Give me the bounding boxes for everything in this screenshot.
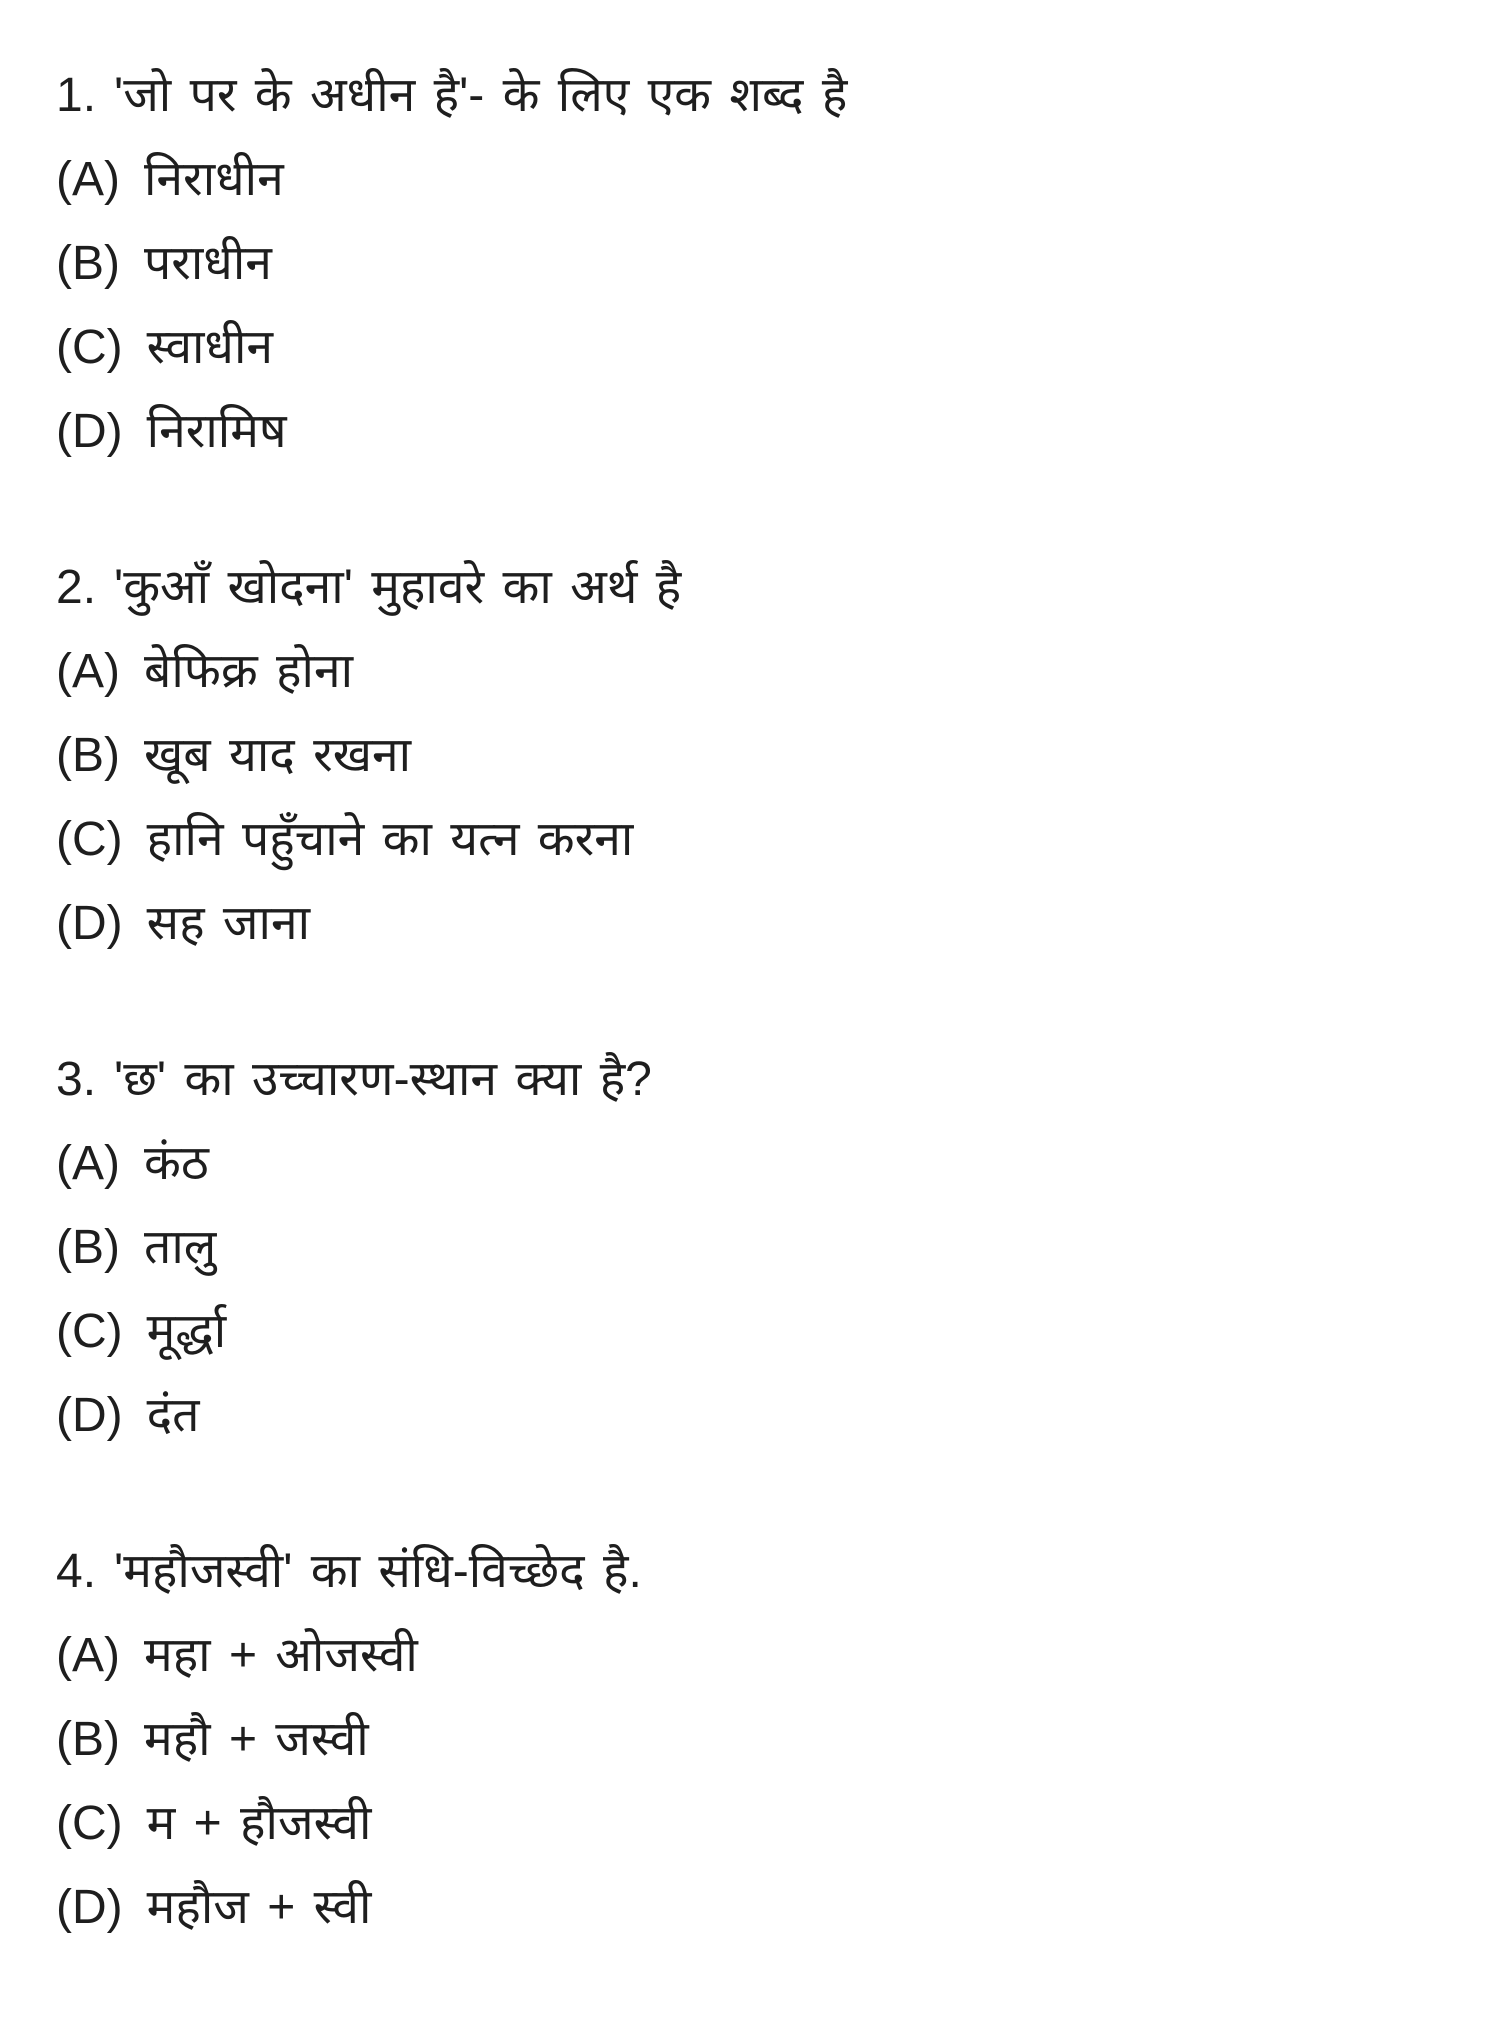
- question-text: 'छ' का उच्चारण-स्थान क्या है?: [114, 1053, 652, 1106]
- option-label: (B): [56, 1221, 120, 1274]
- option-text: हानि पहुँचाने का यत्न करना: [146, 813, 634, 866]
- option-row: [56, 1866, 1465, 1950]
- question-line: [56, 1038, 1465, 1122]
- option-label: (C): [56, 1305, 123, 1358]
- option-text: मूर्द्धा: [146, 1305, 227, 1358]
- option-label: (D): [56, 405, 123, 458]
- option-row: [56, 1614, 1465, 1698]
- question-line: [56, 54, 1465, 138]
- question-text: 'महौजस्वी' का संधि-विच्छेद है.: [114, 1545, 642, 1598]
- option-row: [56, 1290, 1465, 1374]
- option-text: तालु: [143, 1221, 217, 1274]
- option-text: महौ + जस्वी: [143, 1713, 369, 1766]
- question-number: 3.: [56, 1053, 97, 1106]
- option-label: (D): [56, 1881, 123, 1934]
- option-row: [56, 1122, 1465, 1206]
- option-label: (C): [56, 321, 123, 374]
- option-label: (A): [56, 1137, 120, 1190]
- option-text: महा + ओजस्वी: [143, 1629, 418, 1682]
- option-label: (B): [56, 1713, 120, 1766]
- option-row: [56, 798, 1465, 882]
- option-text: महौज + स्वी: [146, 1881, 372, 1934]
- option-label: (B): [56, 729, 120, 782]
- option-text: दंत: [146, 1389, 200, 1442]
- option-row: [56, 222, 1465, 306]
- option-row: [56, 1374, 1465, 1458]
- question-number: 4.: [56, 1545, 97, 1598]
- option-row: [56, 630, 1465, 714]
- option-label: (D): [56, 1389, 123, 1442]
- option-label: (A): [56, 153, 120, 206]
- option-row: [56, 714, 1465, 798]
- option-row: [56, 1698, 1465, 1782]
- option-text: बेफिक्र होना: [143, 645, 354, 698]
- option-text: निराधीन: [143, 153, 284, 206]
- question-block-4: [56, 1530, 1465, 1950]
- option-text: पराधीन: [143, 237, 272, 290]
- question-text: 'जो पर के अधीन है'- के लिए एक शब्द है: [114, 69, 848, 122]
- option-label: (C): [56, 1797, 123, 1850]
- option-text: स्वाधीन: [146, 321, 274, 374]
- question-block-1: [56, 54, 1465, 474]
- option-text: कंठ: [143, 1137, 209, 1190]
- option-text: निरामिष: [146, 405, 287, 458]
- option-row: [56, 306, 1465, 390]
- question-block-2: [56, 546, 1465, 966]
- question-number: 2.: [56, 561, 97, 614]
- option-row: [56, 1782, 1465, 1866]
- question-block-3: [56, 1038, 1465, 1458]
- question-text: 'कुआँ खोदना' मुहावरे का अर्थ है: [114, 561, 682, 614]
- option-label: (A): [56, 1629, 120, 1682]
- option-row: [56, 1206, 1465, 1290]
- option-label: (D): [56, 897, 123, 950]
- option-row: [56, 390, 1465, 474]
- question-line: [56, 546, 1465, 630]
- option-row: [56, 882, 1465, 966]
- option-text: म + हौजस्वी: [146, 1797, 372, 1850]
- option-text: सह जाना: [146, 897, 311, 950]
- option-label: (A): [56, 645, 120, 698]
- option-row: [56, 138, 1465, 222]
- option-label: (B): [56, 237, 120, 290]
- option-text: खूब याद रखना: [143, 729, 412, 782]
- question-number: 1.: [56, 69, 97, 122]
- option-label: (C): [56, 813, 123, 866]
- question-line: [56, 1530, 1465, 1614]
